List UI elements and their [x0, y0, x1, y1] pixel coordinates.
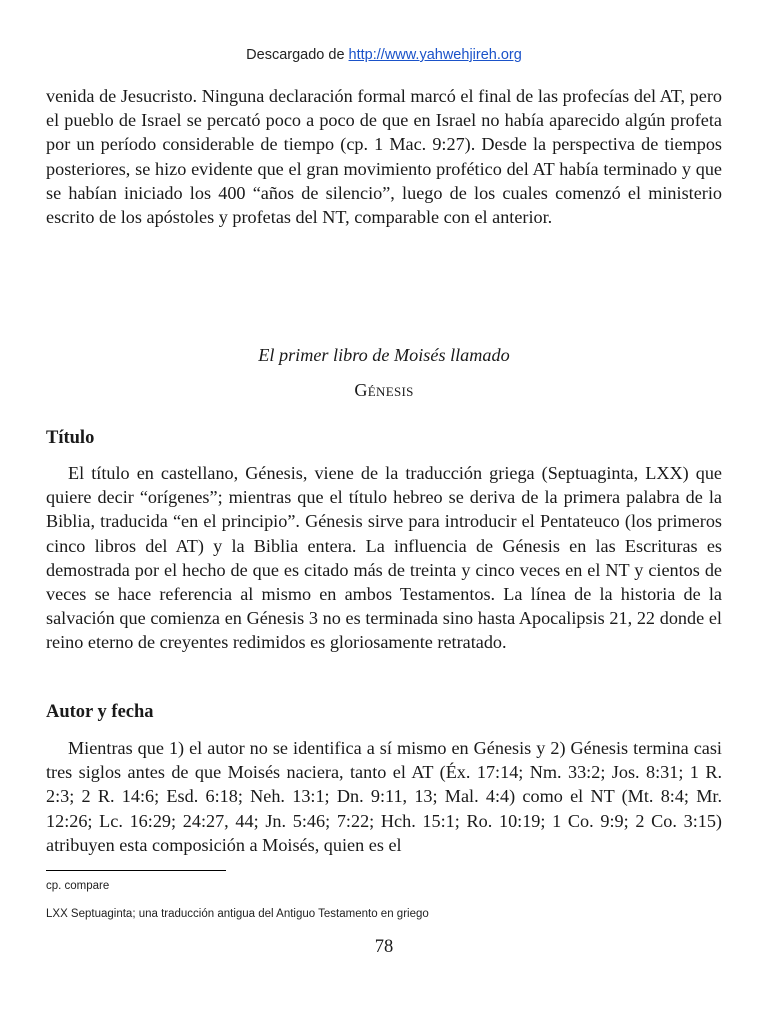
- footnote: LXX Septuaginta; una traducción antigua del Antiguo Testamento en griego: [46, 908, 429, 920]
- footnote-divider: [46, 870, 226, 871]
- section-autor: [46, 736, 722, 857]
- page-number: 78: [374, 937, 394, 957]
- intro-block: [46, 84, 722, 229]
- download-header: [0, 47, 768, 63]
- book-subtitle: El primer libro de Moisés llamado: [258, 345, 510, 365]
- section-heading-titulo: Título: [46, 428, 95, 448]
- section-heading-autor: Autor y fecha: [46, 702, 154, 722]
- section-titulo: [46, 461, 722, 655]
- intro-paragraph: venida de Jesucristo. Ninguna declaración formal marcó el final de las profecías del AT, pero el pueblo de Israel se percató poco a poco de que en Israel no había aparecido algún profeta por un período considerable de tiempo (cp. 1 Mac. 9:27). Desde la perspectiva de tiempos posteriores, se hizo evidente que el gran movimiento profético del AT había terminado y que se habían iniciado los 400 “años de silencio”, luego de los cuales comenzó el ministerio escrito de los apóstoles y profetas del NT, comparable con el anterior.: [46, 86, 722, 228]
- source-link[interactable]: http://www.yahwehjireh.org: [348, 47, 522, 63]
- footnote: cp. compare: [46, 880, 110, 892]
- book-name: Génesis: [354, 380, 414, 400]
- section-paragraph-autor: Mientras que 1) el autor no se identifica a sí mismo en Génesis y 2) Génesis termina casi tres siglos antes de que Moisés naciera, tanto el AT (Éx. 17:14; Nm. 33:2; Jos. 8:31; 1 R. 2:3; 2 R. 14:6; Esd. 6:18; Neh. 13:1; Dn. 9:11, 13; Mal. 4:4) como el NT (Mt. 8:4; Mr. 12:26; Lc. 16:29; 24:27, 44; Jn. 5:46; 7:22; Hch. 15:1; Ro. 10:19; 1 Co. 9:9; 2 Co. 3:15) atribuyen esta composición a Moisés, quien es el: [46, 738, 722, 855]
- section-paragraph-titulo: El título en castellano, Génesis, viene de la traducción griega (Septuaginta, LXX) que quiere decir “orígenes”; mientras que el título hebreo se deriva de la primera palabra de la Biblia, traducida “en el principio”. Génesis sirve para introducir el Pentateuco (los primeros cinco libros del AT) y la Biblia entera. La influencia de Génesis en las Escrituras es demostrada por el hecho de que es citado más de treinta y cinco veces en el NT y cientos de veces se hace referencia al mismo en ambos Testamentos. La línea de la historia de la salvación que comienza en Génesis 3 no es terminada sino hasta Apocalipsis 21, 22 donde el reino eterno de creyentes redimidos es gloriosamente retratado.: [46, 463, 722, 653]
- header-prefix: Descargado de: [246, 47, 349, 63]
